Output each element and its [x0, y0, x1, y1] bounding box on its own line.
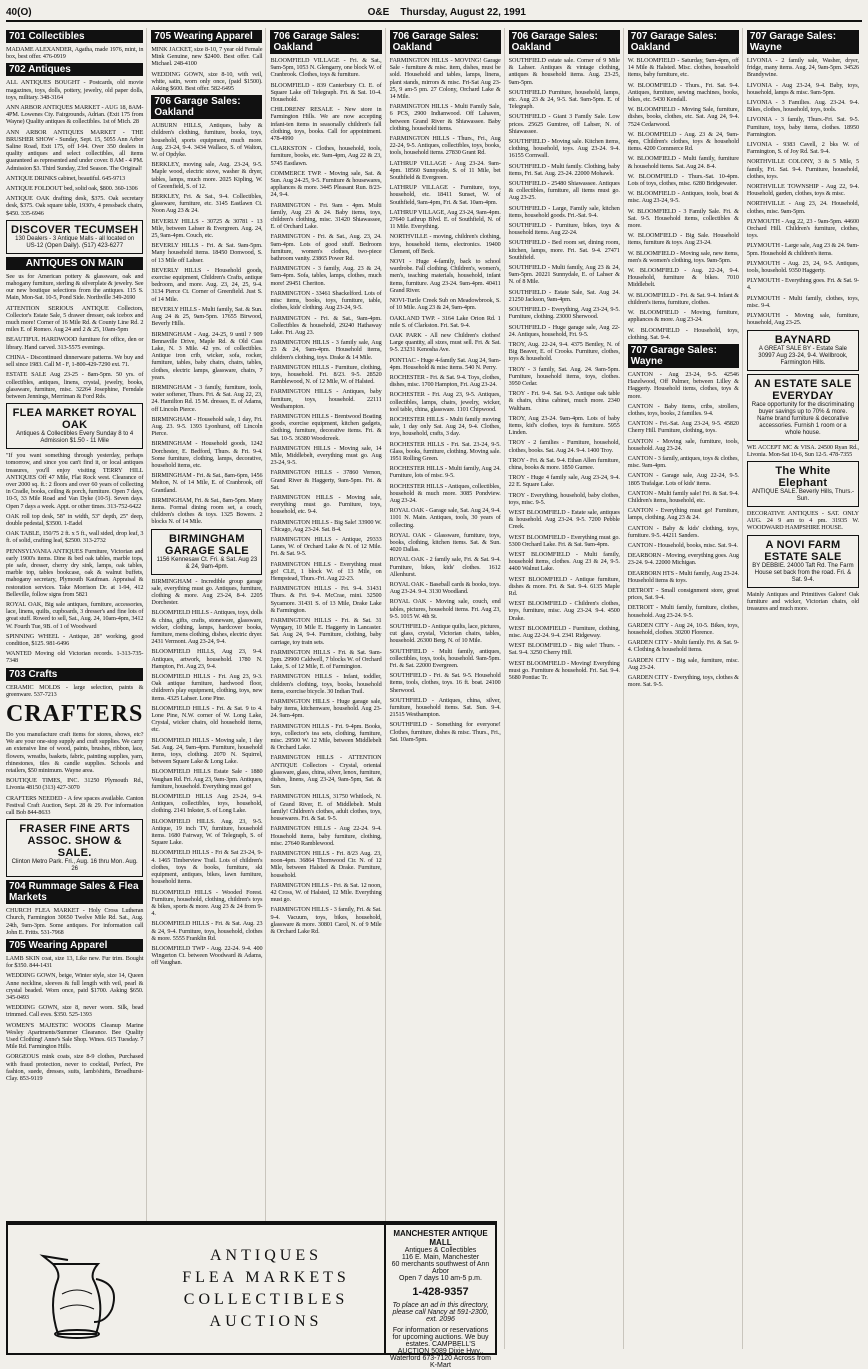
collectibles-line: COLLECTIBLES — [183, 1291, 349, 1308]
classified-columns — [6, 28, 862, 1349]
classified-listing: NORTHVILLE - Aug 23, 24. Household, clothes, misc. 9am-5pm. — [746, 200, 859, 215]
classified-listing: SOUTHFIELD - Multi family, antiques, collectibles, toys, tools, household. 9am-5pm. Fri. & Sat. 22000 Evergreen. — [389, 647, 501, 670]
display-ad — [6, 220, 143, 254]
classified-listing: CHURCH FLEA MARKET - Holy Cross Lutheran Church, Farmington 30650 Twelve Mile Rd. Sat., Aug. 24th, 9am-3pm. Some antiques. For information call John E. Fritts. 531-7968 — [6, 907, 144, 936]
classified-listing: CHINA - Discontinued dinnerware patterns. We buy and sell since 1983. Call M - F, 1-800-429-7290 ext. 71. — [6, 353, 144, 369]
classified-listing: CANTON - Household, books, misc. Sat. 9-4. — [627, 541, 738, 549]
classified-listing: FARMINGTON HILLS - Thurs., Fri., Aug 22-24, 9-5. Antiques, collectibles, toys, books, tools, household items. 27830 Grant Rd. — [389, 135, 501, 157]
classified-listing: CHILDRENS' RESALE - New store in Farmington Hills. We are now accepting infant-ten items in seasonally children's fall clothing, toys, books. Call for appointment. 478-4990 — [270, 106, 382, 143]
classified-listing: W. BLOOMFIELD - Fri. & Sat. 9-4. Infant & children's items, furniture, clothes. — [627, 291, 739, 306]
classified-listing: PLYMOUTH - Multi family, clothes, toys, misc. 9-4. — [746, 294, 859, 309]
classified-listing: SOUTHFIELD - Furniture, bikes, toys & household items. Aug 22-24. — [508, 222, 620, 237]
campbell-auction-ad: For information or reservations for upcoming auctions. We buy estates. CAMPBELL'S AUCTION 5089 Dixie Hwy., Waterford 673-7120 Across from K-Mart — [390, 1327, 491, 1369]
classified-listing: WANTED Moving old Victorian records. 1-313-735-7348 — [6, 650, 144, 665]
classified-listing: PLYMOUTH - Aug. 23, 24, 9-5. Antiques, tools, household. 9350 Haggerty. — [746, 259, 859, 275]
classified-listing: BLOOMFIELD HILLS - Fri. Aug 23, 9-3. Oak antique furniture, hardwood floor, children's play equipment, clothing, toys, new items. 4325 Lahser. Lone Pine. — [151, 673, 263, 702]
classified-listing: W. BLOOMFIELD - Moving sale, new items, men's & women's clothing, toys. 9am-5pm. — [627, 249, 739, 264]
classified-listing: TROY - 3 family, Sat. Aug. 24. 9am-5pm. Furniture, household items, toys, clothes. 3950 Cedar. — [508, 365, 620, 387]
antiques-line: ANTIQUES — [210, 1247, 322, 1264]
classified-listing: FARMINGTON HILLS - Antiques, baby furniture, toys, household. 22111 Westhampton. — [270, 388, 382, 410]
classified-listing: SOUTHFIELD Furniture, household, lamps, etc. Aug 23 & 24, 9-5. Sat. 9am-5pm. E. of Telegraph. — [508, 88, 620, 111]
classified-listing: NORTHVILLE TOWNSHIP - Aug 22, 9-4. Household, garden, clothes, toys & misc. — [746, 183, 859, 198]
column-3 — [270, 28, 385, 1349]
classified-listing: ROYAL OAK, Big sale antiques, furniture, accessories, lace, linens, quilts, cupboards, 3 dresser's and fine lots of great stuff. Rowed to sell, Sat., Aug. 24, 10am-4pm, 3412 W. Fourth Tue, 9B. of 1 of Woodward — [6, 600, 144, 630]
classified-listing: ROYAL OAK - Garage sale, Sat. Aug 24, 9-4. 1101 N. Main. Antiques, tools, 30 years of collecting. — [389, 507, 501, 529]
classified-listing: See us for American pottery & glassware, oak and mahogany furniture, sterling & silverplate & jewelry. See our new boutique selections from the antiques. 115 S. Main, Mon-Sat. 10-5, Pond Side. Northville 349-2690 — [6, 272, 144, 302]
issue-date: Thursday, August 22, 1991 — [400, 6, 526, 18]
classified-listing: ANTIQUE OAK drafting desk, $375. Oak secretary desk, $375. Oak square table, 1930's, 4 pressback chairs, $450. 335-6946 — [6, 195, 144, 217]
classified-listing: ANN ARBOR ANTIQUES MARKET - AUG 18, 8AM-4PM. Lowenes Cty. Fairgrounds, Adrian. (Exit 175 from Wayne) Quality antiques & collectibles. 1st of Mich. 28 — [6, 104, 144, 126]
section-heading: 706 Garage Sales: Oakland — [270, 30, 381, 54]
classified-listing: BIRMINGHAM - Aug. 24-25, 9 until ? 909 Bennaville Drive, Maple Rd. & Old Cass Lake, N. 3 Mile. 42 yrs. of collectibles. Antique iron crib, wicker, sofa, rocker, furniture, tables, baby chairs, chairs, tables, clothes, electric lamps, glassware, chairs, 7 years. — [151, 330, 263, 381]
classified-listing: BERKLEY, Fri. & Sat., 9-4. Collectibles, glassware, furniture, etc. 3145 Eastlawn Ct. Noon Aug 23 & 24. — [151, 193, 263, 215]
classified-listing: WEDDING GOWN, size 8, never worn. Silk, bead trimmed. Call eves. $350. 525-1393 — [6, 1004, 144, 1019]
display-ad-title: BIRMINGHAM GARAGE SALE — [164, 532, 249, 557]
classified-listing: SOUTHFIELD - Antique quilts, lace, pictures, cut glass, crystal, Victorian chairs, tables, household. 26300 Berg, N. of 10 Mile. — [389, 623, 501, 645]
classified-listing: FARMINGTON HILLS - 37860 Vernon, Grand River & Haggerty, 9am-5pm. Fri. & Sat. — [270, 469, 382, 491]
classified-listing: FARMINGTON HILLS - 3 family sale, Aug 23 & 24, 9am-4pm. Household items, children's clothing, toys. Drake & 14 Mile. — [270, 339, 382, 361]
classified-listing: NOVI - Huge 4-family, back to school wardrobe. Fall clothing. Children's, women's, men's, teaching materials, household, infant items, furniture. Aug 23-24. 9am-4pm. 40411 Grand River. — [389, 258, 501, 294]
classified-listing: SOUTHFIELD - Moving sale. Kitchen items, clothing, household, toys. Aug 23-24. 9-4. 16155 Cornwall. — [508, 138, 620, 160]
classified-listing: FARMINGTON - Fri. & Sat., 9am-4pm. Collectibles & household, 29240 Hathaway Lake. Fri. Aug 23. — [270, 314, 382, 336]
classified-listing: ROYAL OAK - 2 family sale, Fri. & Sat. 9-4. Furniture, bikes, kids' clothes. 1612 Allenhurst. — [389, 556, 501, 578]
classified-listing: MINK JACKET, size 8-10, 7 year old Female Mink Genuine, new $2400. Best offer. Call Michael. 248-4100 — [151, 46, 263, 68]
display-ad-title: FRASER FINE ARTS ASSOC. SHOW & SALE. — [19, 823, 131, 860]
classified-listing: BIRMINGHAM - Incredible group garage sale, everything must go. Antiques, furniture, clothing & more. Aug 23-24, 8-4. 2205 Dorchester. — [151, 577, 263, 607]
display-ad-body: Race opportunity for the discriminating buyer savings up to 70% & more. Name brand furniture & decorative accessories. Furnish 1 room or a whole house. — [751, 401, 855, 436]
classified-listing: LIVONIA - Aug 23-24, 9-4. Baby, toys, household, lamps & misc. 9am-5pm. — [746, 81, 859, 96]
classified-listing: GARDEN CITY - Big sale, furniture, misc. Aug 23-24. — [627, 656, 739, 671]
classified-listing: WEST BLOOMFIELD - Children's clothes, toys, furniture, misc. Aug 23-24. 9-4. 4500 Drake. — [508, 600, 620, 622]
classified-listing: BEVERLY HILLS - Household goods, exercise equipment, Children's Crafts, antique bedroom, and more. Aug. 23, 24, 25, 9-4. 3134 Pierce Ct. Corner of Greenfield. Just S. of 14 Mile. — [151, 266, 263, 303]
classified-listing: FARMINGTON HILLS - Everything must go! CLE, 1 block W. of 13 Mile, on Hempstead, Thurs.-Fri. Aug 22-23. — [270, 560, 382, 582]
display-ad-title: The White Elephant — [775, 464, 831, 489]
classified-listing: LATHRUP VILLAGE - Furniture, toys, household, etc. 18411 Sunset, W. of Southfield, 9am-4pm, Fri. & Sat. 10am-4pm. — [389, 184, 501, 206]
section-heading: 704 Rummage Sales & Flea Markets — [6, 880, 143, 904]
classified-listing: LATHRUP VILLAGE, Aug 23-24, 9am-4pm. 27640 Lathrup Blvd. E. of Southfield, N. of 11 Mile. Everything. — [389, 208, 501, 231]
column-7 — [747, 28, 862, 1349]
classified-listing: W. BLOOMFIELD - Household, toys, clothing. Sat. 9-4. — [627, 326, 739, 341]
section-heading: 701 Collectibles — [6, 30, 143, 43]
mall-name: MANCHESTER ANTIQUE MALL — [393, 1229, 488, 1247]
classified-listing: WOMEN'S MAJESTIC WOODS Cleanup Marine Wesley Apartments/Summer Clearance. Bee Quality Used Clothing! Anne's Sale Shop. Wines. 615 Tuesday. 7 Mile Rd. Farmington Hills. — [6, 1021, 144, 1051]
column-1 — [6, 28, 147, 1349]
classified-listing: CLARKSTON - Clothes, household, tools, furniture, books, etc. 9am-4pm, Aug 22 & 23, 5745 Eastlawn. — [270, 145, 382, 167]
classified-listing: FARMINGTON - Fri. 9am - 4pm. Multi family, Aug 23 & 24. Baby items, toys, children's clothing, misc. 31420 Shiawassee, E. of Orchard Lake. — [270, 201, 382, 231]
display-ad-body: 1156 Kennesaw Ct. Fri. & Sat. Aug 23 & 24, 9am-4pm. — [156, 556, 258, 570]
classified-listing: W. BLOOMFIELD - 3 Family Sale. Fri. & Sat. 9-5. Household items, collectibles & more. — [627, 207, 739, 230]
classified-listing: FARMINGTON HILLS - MOVING! Garage Sale - furniture & misc. item, dishes, must be sold. Household and tables, lamps, linens, plant stands, mirrors & misc. Fri-Sat Aug 23-25, 9 am-5 pm. 27 Colony, Orchard Lake & 14 Mile. — [389, 57, 501, 101]
classified-listing: ROCHESTER - Fri. & Sat. 9-4. Toys, clothes, dishes, misc. 1700 Hampton, Fri. Aug 23-24. — [389, 373, 501, 389]
display-ad — [6, 403, 143, 449]
classified-listing: ANTIQUE FOLDOUT bed, solid oak, $800. 360-1306 — [6, 185, 138, 193]
classified-listing: NOVI-Turtle Creek Sub on Meadowbrook, S. of 10 Mile. Aug 23 & 24, 9am-4pm. — [389, 297, 501, 312]
flea-markets-line: FLEA MARKETS — [182, 1269, 350, 1286]
classified-listing: ROCHESTER HILLS - Multi family, Aug 24. Furniture, lots of misc. 9-5. — [389, 465, 501, 480]
classified-listing: PENNSYLVANIA ANTIQUES Furniture, Victorian and early 1900's items. Dine & bed oak tables, marble tops, pie safe, dresser, cherry dry sink, lamps, oak tables, marble top, tables bookcase, oak & walnut buffets, mahogany secretary, Plymouth Kaufman. Appraisal & restoration services. Take Morrison Dr. at 1-94, 412 Belleville, follow signs from 5821 — [6, 547, 144, 598]
classified-listing: FARMINGTON HILLS - Moving sale, everything must go. Furniture, toys, household, etc. 9-4. — [270, 493, 382, 516]
antiques-directory-box — [6, 1223, 386, 1355]
classified-listing: BLOOMFIELD HILLS Estate Sale - 1880 Vaughan Rd. Fri. Aug 23, 9am-3pm. Antiques, furniture, household. Everything must go! — [151, 768, 263, 790]
classified-listing: SOUTHFIELD - Antiques, china, silver, furniture, household items. Sat. Sun. 9-4. 21515 Westhampton. — [389, 696, 501, 719]
classified-listing: NORTHVILLE COLONY, 3 & 5 Mile, 5 family, Fri. Sat. 9-4. Furniture, household, clothes, toys. — [746, 158, 859, 180]
classified-listing: WEST BLOOMFIELD - Moving! Everything must go. Furniture & household. Fri. Sat. 9-4. 5680 Pontiac Tr. — [508, 659, 620, 682]
mall-line-4: Open 7 days 10 am-5 p.m. — [399, 1275, 482, 1282]
classified-listing: CANTON - Baby & kids' clothing, toys, furniture. 9-5. 44211 Sanders. — [627, 524, 739, 539]
classified-listing: SPINNING WHEEL - Antique, 28" working, good condition, $125. 981-6496 — [6, 632, 144, 647]
mall-line-2: 116 E. Main, Manchester — [401, 1254, 480, 1261]
classified-listing: BIRMINGHAM - 3 family, furniture, tools, water softener, Thurs. Fri. & Sat. Aug 22, 23, 24. Hamilton Rd. 15 M. dresses, E. of Adams, off Lincoln Pierce. — [151, 383, 263, 413]
classified-listing: CANTON - Aug 23-24, 9-5. 42546 Hazelwood, Off Palmer, between Lilley & Haggerty. Household items, clothes, toys & more. — [627, 370, 739, 400]
classified-listing: LATHRUP VILLAGE - Aug 23-24. 9am-4pm. 18560 Sunnyside, S. of 11 Mile, bet Southfield & Evergreen. — [389, 159, 501, 182]
classified-listing: BLOOMFIELD HILLS - Antiques, toys, dolls & china, gifts, crafts, stoneware, glassware, wicker, clothing, lamps, hardcover books, furniture, mens clothing, dishes, electric dryer. 2431 Vermont. Aug 23-24, 9-4. — [151, 609, 263, 646]
classified-listing: WEDDING GOWN, beige, Winter style, size 14, Queen Anne neckline, sleeves & full length with veil, pearl & crystal beaded. Worn once, paid $1700. Asking $650. 345-0493 — [6, 972, 144, 1002]
classified-listing: Do you manufacture craft items for stores, shows, etc? We are your one-stop supply and craft supplies. We carry an extensive line of wood, paints, brushes, ribbon, lace, flowers, wreaths, baskets, fabric, painting supplies, yarn, rhinestones, tiles & candle supplies. Schools and retailers, $50 minimum. Wayne area. — [6, 731, 144, 775]
classified-listing: SOUTHFIELD - Large, Family sale, kitchen items, household goods. Fri.-Sat. 9-4. — [508, 204, 620, 219]
pitcher-icon — [8, 1225, 148, 1353]
classified-listing: BLOOMFIELD HILLS, Aug 23, 9-4. Antiques, artwork, household. 1780 N. Hampton, Fri. Aug 23, 9-4. — [151, 648, 263, 670]
classified-listing: ALL ANTIQUES BOUGHT - Postcards, old movie magazines, toys, dolls, pottery, jewelry, old paper dolls, toys, military. 348-3164 — [6, 79, 144, 101]
classified-listing: BIRMINGHAM, Fri. & Sat., 8am-5pm. Many items. Formal dining room set, a couch, children's clothes & toys. 1325 Bowers. 2 blocks N. of 14 Mile. — [151, 496, 263, 526]
classified-listing: W. BLOOMFIELD - Moving, furniture, appliances & more. Aug 23-24. — [627, 309, 739, 324]
classified-listing: BERKLEY, moving sale, Aug. 23-24, 9-5. Maple wood, electric stove, washer & dryer, tables, lamps, much more. 2025 Kipling, W. of Greenfield, S. of 12. — [151, 161, 263, 190]
classified-listing: DEARBORN HTS - Multi family, Aug 23-24. Household items & toys. — [627, 569, 739, 584]
classified-listing: DECORATIVE ANTIQUES - SAT. ONLY AUG. 24 9 am to 4 pm. 31935 W. WOODWARD HAMPSHIRE HOUSE. — [746, 509, 859, 532]
classified-listing: GARDEN CITY - Multi family. Fri. & Sat. 9-4. Clothing & household items. — [627, 639, 739, 654]
classified-listing: CANTON - Multi family sale! Fri. & Sat. 9-4. Children's items, household, etc. — [627, 489, 739, 504]
classified-listing: TROY - Huge 4 family sale, Aug 23-24, 9-4. 22 E. Square Lake. — [508, 474, 620, 489]
classified-listing: ATTENTION SERIOUS ANTIQUE Collectors, Collector's Estate Sale, 5 drawer dresser, oak icebox and much more! Corner of 16 Mile Rd. & County Line Rd. 2 miles E. of Romeo. Aug 24 and 2 & 25, 10am-5pm — [6, 304, 144, 334]
classified-listing: CRAFTERS NEEDED - A few spaces available. Canton Festival Craft Auction, Sept. 28 & 29. For information call Bob 844-8633 — [6, 794, 144, 817]
classified-listing: FARMINGTON HILLS - Fri. & Sat. 12 noon, 42 Cross, W. of Halsted, 12 Mile. Everything must go. — [270, 881, 382, 904]
classified-listing: CANTON - Baby items, cribs, strollers, clothes, toys, books, 2 families. 9-4. — [627, 402, 739, 417]
classified-listing: SOUTHFIELD - 25480 Shiawassee. Antiques & collectibles, furniture, all items must go. Aug 23-25. — [508, 180, 620, 202]
classified-listing: SOUTHFIELD estate sale. Corner of 9 Mile & Lahser. Antiques & vintage clothing, antiques & household items. Aug. 23-25, 9am-5pm. — [508, 57, 620, 86]
display-ad-body: 130 Dealers - 3 Antique Malls - all located on US-12 (Open Daily). (517) 423-6277 — [15, 235, 135, 249]
classified-listing: SOUTHFIELD - Multi family. Clothing, baby items, Fri. Sat. Aug. 23-24. 22000 Mohawk. — [508, 162, 620, 177]
column-4 — [390, 28, 505, 1349]
classified-listing: FARMINGTON HILLS - Moving sale, 14 Mile, Middlebelt, everything must go. Aug 23-24, 9-5. — [270, 444, 382, 467]
classified-listing: ROCHESTER HILLS - Fri. Sat. 23-24, 9-5. Glass, books, furniture, clothing. Moving sale. 1951 Rolling Green. — [389, 440, 501, 462]
classified-listing: WE ACCEPT MC & VISA. 24500 Ryan Rd., Livonia. Mon-Sat 10-6, Sun 12-5. 478-7355 — [746, 443, 859, 458]
classified-listing: FARMINGTON HILLS - Brentwood Boating goods, exercise equipment, kitchen gadgets, clothing, furniture, decorative items. Fri. & Sat. 10-5. 36380 Woodcreek. — [270, 412, 382, 442]
classified-listing: BLOOMFIELD HILLS - Fri. & Sat. 9 to 4. Lone Pine, N.W. corner of W. Long Lake, Crystal, wicker chairs, old household items, etc. — [151, 704, 263, 734]
classified-listing: SOUTHFIELD - Estate Sale, Sat. Aug 24. 21250 Jackson, 9am-4pm. — [508, 288, 620, 303]
classified-listing: OAK TABLE, 150/75 2 ft. x 5 ft., wall sided, drop leaf, 3 ft. of solid, crafting leaf, $2500. 313-2732 — [6, 530, 144, 545]
classified-listing: BLOOMFIELD - 839 Canterbury Ct. E. of Square Lake off Telegraph. Fri. & Sat. 10-4. Household. — [270, 81, 382, 104]
classified-listing: FARMINGTON HILLS - Multi Family Sale, 6 PCS, 2900 Indianwood. Off Lahaven, between Grand River & Shiawassee. Baby clothing, household items. — [389, 103, 501, 132]
column-5 — [509, 28, 624, 1349]
classified-listing: FARMINGTON HILLS - Fri. & Sat. 9am-3pm. 29900 Caldwell, 7 blocks W. of Orchard Lake, S. of 12 Mile, E. of Farmington. — [270, 648, 382, 671]
classified-listing: SOUTHFIELD - Something for everyone! Clothes, furniture, dishes & misc. Thurs., Fri., Sat. 10am-5pm. — [389, 721, 501, 743]
classified-listing: W. BLOOMFIELD - Aug. 22-24, 9-4. Household, furniture & bikes. 7010 Middlebelt. — [627, 267, 739, 289]
classified-listing: BEVERLY HILLS - Fri. & Sat. 9am-5pm. Many household items. 18450 Donwood, S. of 13 Mile off Lahser. — [151, 242, 263, 264]
classified-listing: BLOOMFIELD HILLS Aug 23-24, 9-4. Antiques, collectibles, toys, household, clothing. 2141 Inkster, S. of Long Lake. — [151, 793, 263, 815]
section-heading: 707 Garage Sales: Wayne — [747, 30, 859, 54]
display-heading: ANTIQUES ON MAIN — [6, 257, 143, 270]
classified-listing: TROY - Everything, household, baby clothes, toys, misc. 9-5. — [508, 491, 620, 506]
section-heading: 707 Garage Sales: Wayne — [628, 344, 739, 368]
display-ad-title: FLEA MARKET ROYAL OAK — [12, 407, 137, 432]
section-heading: 706 Garage Sales: Oakland — [390, 30, 501, 54]
classified-listing: PONTIAC - Huge 4-family Sat. Aug 24, 9am-4pm. Household & misc items. 540 N. Perry. — [389, 356, 501, 371]
classified-listing: SOUTHFIELD - Giant 3 Family Sale. Low prices. 25625 Gumtree, off Lahser, N. of Shiawassee. — [508, 113, 620, 135]
classified-listing: COMMERCE TWP. - Moving sale, Sat. & Sun. Aug 24-25, 9-5. Furniture & housewares, appliances & more. 3445 Pleasant Run. 8/23-24, 9-4. — [270, 169, 382, 199]
classified-listing: W. BLOOMFIELD - Antiques, tools, boat & misc. Aug 23-24, 9-5. — [627, 190, 739, 205]
classified-listing: SOUTHFIELD - Huge garage sale, Aug 22-24. Antiques, household, Fri. 9-5. — [508, 323, 620, 338]
section-heading: 705 Wearing Apparel — [151, 30, 262, 43]
classified-listing: LIVONIA - 2 family sale, Washer, dryer, fridge, many items. Aug. 24, 9am-5pm. 34526 Brandywine. — [746, 57, 859, 79]
classified-listing: PLYMOUTH - Moving sale, furniture, household, Aug 23-25. — [746, 312, 859, 327]
classified-listing: ROYAL OAK - Moving sale, couch, end tables, pictures, household items. Fri. Aug 23, 9-5. 1015 W. 4th St. — [389, 598, 501, 620]
display-ad — [6, 819, 143, 877]
classified-listing: GORGEOUS mink coats, size 8-9 clothes, Purchased with fraud protection, never to cocktail, Perfect, Pre fashion, suede, dresses, suits, lamb/shirts, Broadhurst-Clay. 853-9119 — [6, 1053, 144, 1083]
classified-listing: FARMINGTON - 3 family, Aug. 23 & 24, 9am-4pm. Sofa, tables, lamps, clothes, much more! 29451 Cheriton. — [270, 265, 382, 287]
classified-listing: SOUTHFIELD - Bed room set, dining room, kitchen, lamps, more. Fri. Sat. 9-4. 27471 Southfield. — [508, 239, 620, 261]
classified-listing: TROY - Fri. 9-4. Sat. 9-3. Antique oak table & chairs, china cabinet, much more. 2340 Waltham. — [508, 390, 620, 412]
classified-listing: OAK PARK - All new Children's clothes! Large quantity, all sizes, must sell. Fri. & Sat. 9-5. 23231 Kenosha Ave. — [389, 331, 501, 354]
classified-listing: LIVONIA - 9383 Cavell, 2 bks W. of Farmington, S. of Joy Rd. Sat. 9-4. — [746, 141, 859, 156]
classified-listing: CANTON - Moving sale, furniture, tools, household. Aug 23-24. — [627, 437, 739, 452]
display-ad-title: BAYNARD — [774, 333, 831, 346]
classified-listing: MADAME ALEXANDER, Agatha, made 1976, mint, in box, best offer. 476-0919 — [6, 46, 144, 61]
classified-listing: FARMINGTON HILLS - Big Sale! 33900 W. Chicago, Aug 23-24. Sat. 8-4. — [270, 518, 382, 533]
classified-listing: ROYAL OAK - Glassware, furniture, toys, books, clothing, kitchen items. Sat. & Sun. 4020 Dallas. — [389, 531, 501, 554]
display-ad — [747, 330, 859, 371]
display-ad — [747, 374, 859, 441]
classified-listing: BIRMINGHAM - Fri. & Sat., 8am-6pm, 1456 Melton, N. of 14 Mile, E. of Cranbrook, off Grantland. — [151, 472, 263, 494]
classified-listing: WEST BLOOMFIELD - Furniture, clothing, misc. Aug 22-24. 9-4. 2341 Ridgeway. — [508, 624, 620, 640]
column-2 — [151, 28, 266, 1349]
display-ad — [747, 461, 859, 507]
classified-listing: BLOOMFIELD TWP - Aug. 22-24. 9-4. 400 Wingerton Ct. between Woodward & Adams, off Vaughan. — [151, 944, 263, 967]
display-ad — [151, 529, 262, 575]
display-ad-title: DISCOVER TECUMSEH — [11, 223, 139, 236]
classified-listing: BLOOMFIELD HILLS - Fri. & Sat. Aug. 23 & 24, 9-4. Furniture, toys, household, clothes & more. 5555 Franklin Rd. — [151, 920, 263, 942]
display-ad-title: A NOVI FARM ESTATE SALE — [764, 538, 842, 563]
masthead — [6, 4, 862, 22]
classified-listing: BEAUTIFUL HARDWOOD furniture for office, den or library. Hand carved. 313-5575 evenings. — [6, 336, 144, 351]
section-heading: 705 Wearing Apparel — [6, 939, 143, 952]
classified-listing: W. BLOOMFIELD - Moving Sale, furniture, dishes, books, clothes, etc. Sat. Aug 24, 9-4. 7524 Cedarwood. — [627, 106, 739, 128]
antiques-word-list — [148, 1225, 384, 1353]
classified-listing: FARMINGTON HILLS - Fri. & Sat. 31 Wyngary, 10 Mile E. Haggerty in Lancaster. Sat. Aug 24, 9-4. Furniture, clothing, baby carriage, toy train sets. — [270, 617, 382, 646]
page-number: 40(O) — [6, 6, 32, 18]
antiques-directory-banner — [6, 1221, 497, 1369]
classified-listing: CERAMIC MOLDS - large selection, paints & greenware. 537-7213 — [6, 683, 144, 698]
classified-listing: W. BLOOMFIELD - Aug. 23 & 24, 9am-4pm, Children's clothes, toys & household items. 4200 Commerce Rd. — [627, 130, 739, 153]
classified-listing: SOUTHFIELD - Everything, Aug 23-24, 9-5. Furniture, clothing. 23000 Sherwood. — [508, 306, 620, 321]
manchester-antique-mall-ad — [386, 1223, 497, 1369]
classified-listing: DETROIT - Multi family, furniture, clothes, household. Aug 23-24. 9-5. — [627, 604, 739, 619]
display-ad-body: Antiques & Collectibles Every Sunday 8 to 4 Admission $1.50 - 11 Mile — [16, 431, 134, 445]
classified-listing: W. BLOOMFIELD - Thurs., Fri. Sat. 9-4. Antiques, furniture, sewing machines, books, bikes, etc. 5430 Kendall. — [627, 81, 739, 104]
display-ad-body: Clinton Metro Park. Fri., Aug. 16 thru Mon. Aug. 26 — [11, 859, 138, 873]
mall-phone: 1-428-9357 — [412, 1286, 469, 1298]
classified-listing: FARMINGTON HILLS - Fri. 8/23 Aug. 23, noon-4pm. 36864 Thornwood Cir. N. of 12 Mile, between Halsted & Drake. Furniture, household. — [270, 849, 382, 879]
auctions-line: AUCTIONS — [209, 1313, 323, 1330]
classified-listing: TROY, Aug 23-24. 9am-4pm. Lots of baby items, kid's clothes, toys & furniture. 5955 Linden. — [508, 414, 620, 437]
classified-listing: WEST BLOOMFIELD - Big sale! Thurs. - Sat. 9-4. 3250 Cherry Hill. — [508, 642, 620, 657]
classified-listing: GARDEN CITY - Everything, toys, clothes & more. Sat. 9-5. — [627, 674, 739, 689]
section-heading: 707 Garage Sales: Oakland — [628, 30, 739, 54]
column-6 — [628, 28, 743, 1349]
section-heading: 702 Antiques — [6, 63, 143, 76]
classified-listing: BLOOMFIELD HILLS - Wooded Forest. Furniture, household, clothing, children's toys & bikes, sports & more. Aug 23 & 24 from 9-4. — [151, 888, 263, 918]
classified-listing: NORTHVILLE - moving, children's clothing, toys, household items, electronics. 19400 Clement, off Beck. — [389, 233, 501, 255]
classified-listing: OAKLAND TWP. - 3164 Lake Orion Rd. 1 mile S. of Clarkston. Fri. Sat. 9-4. — [389, 314, 501, 329]
classified-listing: LIVONIA - 3 Families. Aug. 23-24. 9-4. Bikes, clothes, household, toys, tools. — [746, 99, 859, 114]
paper-and-date — [32, 7, 862, 18]
classified-listing: ROYAL OAK - Baseball cards & books, toys. Aug 23-24. 9-4. 3130 Woodland. — [389, 581, 501, 596]
display-ad-body: A GREAT SALE BY - Estate Sale 30997 Aug 23-24, 9-4. Wellbrook, Farmington Hills. — [758, 345, 848, 366]
classified-listing: FARMINGTON - Fri. & Sat., Aug. 23, 24. 9am-4pm. Lots of good stuff. Bedroom furniture, women's clothes, two-piece bathroom vanity. 23865 Power Rd. — [270, 233, 382, 263]
classified-listing: BLOOMFIELD HILLS. Aug. 23, 9-5. Antique, 19 inch TV, furniture, household items. 1680 Fairway, W. of Telegraph, S. of Square Lake. — [151, 817, 263, 847]
classified-listing: FARMINGTON HILLS - Furniture, clothing, toys, household. Fri. 8/23. 9-5. 28520 Ramblewood, N. of 12 Mile, W. of Halsted. — [270, 363, 382, 386]
classified-listing: CANTON - Fri.-Sat. Aug 23-24, 9-5. 45820 Cherry Hill. Furniture, clothing, toys. — [627, 420, 739, 435]
classified-listing: BLOOMFIELD HILLS - Fri & Sat 23-24, 9-4. 1465 Timberview Trail. Lots of children's clothes, toys & books, furniture, ski equipment, antiques, bikes, lawn furniture, household items. — [151, 849, 263, 886]
classified-listing: ESTATE SALE Aug 23-25 - 8am-5pm. 50 yrs. of collectibles, antiques, linens, crystal, jewelry, books, glassware, furniture, misc. 32264 Josephine, Ferndale between Jennings, Merriman & Ford Rds. — [6, 371, 144, 400]
classified-listing: W. BLOOMFIELD - Thurs.-Sat. 10-4pm. Lots of toys, clothes, misc. 6280 Bridgewater. — [627, 172, 739, 188]
classified-listing: "If you want something through yesterday, perhaps tomorrow, and since you can't find it, or local antiques treasures, you'll enjoy visiting TERRY HILL ANTIQUES Off 47 Mile, Flat Rock west. Clearance of over 2000 sq. ft.: 2 floors and over 60 years of collecting in Cradle, books, ceiling & porch, furniture. Open 7 days, 10-5, 33 Mile Road and Van Dyke (10-5). Seven days. Open 7 days a week. Appt. or other times. 313-752-6422 — [6, 452, 144, 510]
classified-listing: FARMINGTON HILLS - Fri. 9-4. 31431 Thurs. & Fri. 9-4. McCrae, mini. 32500 Sycamore. 31431 S. of 13 Mile, Drake Lake & Farmington. — [270, 585, 382, 614]
classified-listing: W. BLOOMFIELD - Multi family, furniture & household items. Sat. Aug 24. 8-4. — [627, 155, 739, 170]
display-ad-body: BY DEBBIE. 24000 Taft Rd. The Farm House set back from the road. Fri. & Sat. 9-4. — [752, 562, 854, 583]
classified-listing: ROCHESTER HILLS - Multi family moving sale, 1 day only Sat. Aug 24, 9-4. Clothes, toys, household, crafts, 3 day. — [389, 415, 501, 438]
classified-listing: W. BLOOMFIELD - Saturday, 9am-4pm, off 14 Mile & Halsted. Misc. clothes, household items, baby furniture, etc. — [627, 57, 739, 79]
classified-listing: FARMINGTON HILLS - Aug 22-24. 9-4. Household items, baby furniture, clothing, misc. 27640 Ramblewood. — [270, 825, 382, 847]
classified-listing: FARMINGTON - 33461 Shackelford. Lots of misc items, books, toys, furniture, table, clothes, kids' clothing. Aug 23-24, 9-5. — [270, 289, 382, 312]
classified-listing: WEST BLOOMFIELD - Antique furniture, dishes & more. Fri. & Sat. 9-4. 6135 Maple Rd. — [508, 575, 620, 597]
classified-listing: WEST BLOOMFIELD - Multi family, household items, clothes. Aug 23 & 24, 9-5. 4400 Walnut Lake. — [508, 550, 620, 573]
classified-listing: CANTON - 3 family, antiques, toys & clothes, misc. 9am-4pm. — [627, 454, 739, 470]
classified-listing: FARMINGTON HILLS - Infant, toddler, children's clothing, toys, books, household items, exercise bicycle. 30 Indian Trail. — [270, 673, 382, 695]
classified-listing: DETROIT - Small consignment store, great prices, Sat. 9-4. — [627, 586, 739, 602]
classified-listing: AUBURN HILLS, Antiques, baby & children's clothing, furniture, books, toys, household, sports equipment, much more. Aug. 23-24, 9-4. 3434 Wallace, S. of Walton, W. of Opdyke. — [151, 122, 263, 159]
crafters-display-heading: CRAFTERS — [6, 701, 144, 727]
classified-listing: LAMB SKIN coat, size 13, Like new. Fur trim. Bought for $350. 844-1431 — [6, 955, 144, 970]
section-heading: 703 Crafts — [6, 668, 143, 681]
classified-listing: CANTON - Garage sale, Aug 22-24, 9-5. 1805 Trafalgar. Lots of kids' items. — [627, 472, 739, 487]
section-heading: 706 Garage Sales: Oakland — [509, 30, 620, 54]
classified-listing: FARMINGTON HILLS - Antique, 29333 Lanes, W. of Orchard Lake & N. of 12 Mile. Fri. & Sat. 9-5. — [270, 535, 382, 558]
classified-listing: ROCHESTER HILLS - Antiques, collectibles, household & much more. 3085 Pondview. Aug 23-24. — [389, 482, 501, 504]
classified-listing: BEVERLY HILLS - 30725 & 30781 - 13 Mile, between Lahser & Evergreen. Aug. 24, 25, 9am-4pm. Couch, etc. — [151, 217, 263, 240]
mall-line-1: Antiques & Collectibles — [404, 1247, 477, 1254]
paper-name: O&E — [367, 6, 390, 18]
classified-listing: SOUTHFIELD - Multi family, Aug 23 & 24, 9am-5pm. 20221 Sunnydale, E. of Lahser & N. of 8 Mile. — [508, 264, 620, 286]
display-ad-title: AN ESTATE SALE EVERYDAY — [754, 377, 852, 402]
classified-listing: TROY - Fri. & Sat. 9-4. Ethan Allen furniture, china, books & more. 1850 Gurnee. — [508, 456, 620, 471]
classified-listing: LIVONIA - 3 family, Thurs.-Fri. Sat. 9-5. Furniture, toys, baby items, clothes. 18950 Farmington. — [746, 116, 859, 138]
classified-listing: ROCHESTER - Fri. Aug 23, 9-5. Antiques, collectibles, lamps, chairs, jewelry, wicker, tool table, china, glassware. 1101 Chipwood. — [389, 391, 501, 413]
classified-listing: WEDDING GOWN, size 8-10, with veil, white, satin, worn only once, (paid $1500). Asking $600. Best offer. 582-6495 — [151, 70, 263, 93]
classified-listing: Mainly Antiques and Primitives Galore! Oak furniture and wicker, Victorian chairs, old treasures and much more. — [746, 590, 859, 612]
classified-listing: W. BLOOMFIELD - Big Sale. Household items, furniture & toys. Aug 23-24. — [627, 232, 739, 247]
classified-listing: FARMINGTON HILLS - Huge garage sale, baby items, kitchenware, household. Aug 23-24. 9am-4pm. — [270, 698, 382, 720]
classified-listing: PLYMOUTH - Aug 22, 23 - 9am-5pm. 44600 Orchard Hill. Children's furniture, clothes, toys. — [746, 217, 859, 240]
display-ad — [747, 535, 859, 588]
classified-listing: CANTON - Everything must go! Furniture, lamps, clothing. Aug 23 & 24. — [627, 507, 739, 522]
classified-listing: BEVERLY HILLS - Multi family, Sat. & Sun. Aug 24 & 25, 9am-5pm. 17655 Birwood, Beverly Hills. — [151, 305, 263, 328]
classified-listing: ANN ARBOR ANTIQUES MARKET - THE BRUSHER SHOW - Sunday, Sept. 15, 5055 Ann Arbor Saline Road, Exit 175, off I-94. Over 350 dealers in quality antiques and select collectibles, all items guaranteed as represented and under cover. 8 AM - 4 PM. Admission $3. Third Sunday, 23rd Season. The Original! — [6, 128, 144, 172]
classified-listing: BIRMINGHAM - Household goods, 1242 Dorchester, E. Bedford, Thurs. & Fri. 9-4. Some furniture, clothing, lamps, decorative, household items, etc. — [151, 440, 263, 469]
display-ad-body: ANTIQUE SALE. Beverly Hills, Thurs.-Sun. — [751, 488, 855, 502]
classified-listing: FARMINGTON HILLS - ATTENTION ANTIQUE Collectors - Crystal, oriental glassware, glass, china, silver, lenox, furniture, dishes, linens, Aug 23-24, 9am-5pm, Sat. & Sun. — [270, 754, 382, 791]
classified-listing: FARMINGTON HILLS - Fri. 9-4pm. Books, toys, collector's tea sets, clothing, furniture, misc. 29500 W. 12 Mile, between Middlebelt & Orchard Lake. — [270, 722, 382, 752]
classified-listing: WEST BLOOMFIELD - Estate sale, antiques & household. Aug 23-24. 9-5. 7200 Pebble Creek. — [508, 508, 620, 531]
classified-listing: OAK roll top desk, 58" in width, 53" depth, 25" deep, double pedestal, $3500. 1-Eadel — [6, 512, 144, 527]
section-heading: 706 Garage Sales: Oakland — [151, 95, 262, 119]
classified-listing: ANTIQUE DRINKS cabinet, beautiful. 645-9713 — [6, 174, 126, 182]
classified-listing: BLOOMFIELD HILLS - Moving sale, 1 day Sat. Aug. 24, 9am-4pm. Furniture, household items, toys, clothing. 2070 N. Squirrel, between Square Lake & Long Lake. — [151, 736, 263, 766]
classified-listing: SOUTHFIELD - Fri. & Sat. 9-5. Household items, tools, clothes, toys. 16 ft. boat. 24100 Sherwood. — [389, 672, 501, 694]
classified-listing: FARMINGTON HILLS, 31750 Whitlock, N. of Grand River, E. of Middlebelt. Multi family! Children's clothes, adult clothes, toys, housewares. Fri. & Sat. 9-5. — [270, 793, 382, 823]
classified-listing: TROY, Aug. 22-24, 9-4. 4375 Bentley, N. of Big Beaver, E. of Crooks. Furniture, clothes, toys & household. — [508, 340, 620, 363]
classified-listing: BIRMINGHAM - Household sale, 1 day, Fri. Aug. 23. 9-5. 1393 Lyonhurst, off Lincoln Pierce. — [151, 415, 263, 438]
classified-listing: PLYMOUTH - Everything goes. Fri. & Sat. 9-4. — [746, 277, 859, 292]
classified-listing: GARDEN CITY - Aug 24, 10-5. Bikes, toys, household, clothes. 30200 Florence. — [627, 621, 739, 636]
classified-listing: WEST BLOOMFIELD - Everything must go. 5300 Orchard Lake. Fri. & Sat. 9am-4pm. — [508, 533, 620, 548]
classified-listing: PLYMOUTH - Large sale, Aug 23 & 24. 9am-5pm. Household & children's items. — [746, 242, 859, 257]
classified-listing: FARMINGTON HILLS - 3 family, Fri. & Sat. 9-4. Vacuum, toys, bikes, household, glassware & more. 30801 Carol, N. of 9 Mile & Orchard Lake Rd. — [270, 906, 382, 935]
classified-listing: BLOOMFIELD VILLAGE - Fri. & Sat., 9am-5pm, 1053 N. Glengarry, one block W. of Cranbrook. Clothes, toys & furniture. — [270, 57, 382, 79]
classified-listing: DEARBORN - Moving, everything goes. Aug 23-24. 9-4. 22000 Michigan. — [627, 552, 739, 567]
classified-listing: TROY - 2 families - Furniture, household, clothes, books. Sat. Aug 24. 9-4. 1400 Troy. — [508, 439, 620, 454]
classified-listing: BOUTIQUE TIMES, INC. 31250 Plymouth Rd., Livonia 48150 (313) 427-3070 — [6, 777, 144, 792]
call-to-place-ad: To place an ad in this directory, please call Nancy at 591-2300, ext. 2096 — [392, 1302, 489, 1323]
mall-line-3: 60 merchants southwest of Ann Arbor — [391, 1261, 490, 1275]
